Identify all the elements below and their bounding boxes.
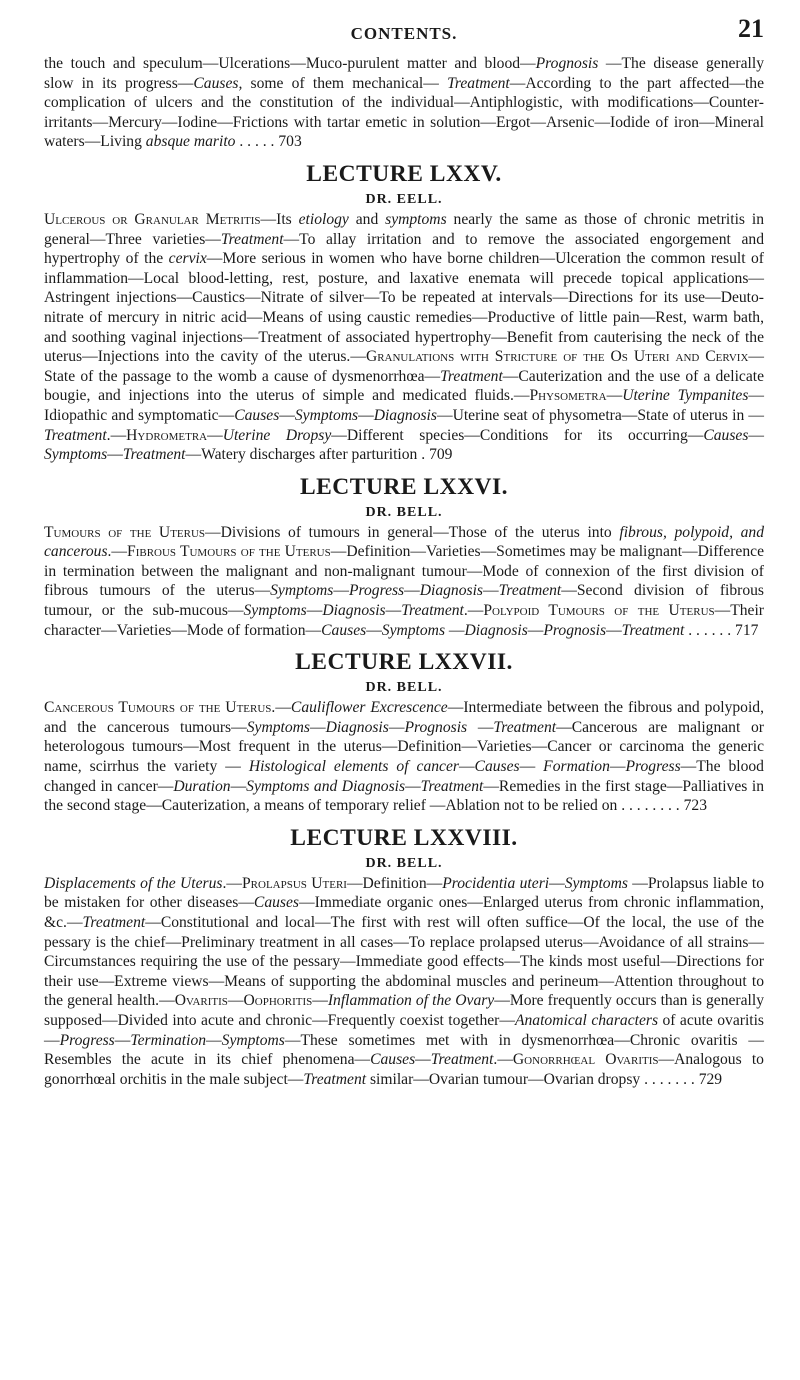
lecture-summary: [44, 698, 764, 816]
italic-run: Causes: [370, 1051, 416, 1069]
lecture-heading: LECTURE LXXVII.: [295, 649, 513, 676]
lecture-list: [44, 160, 764, 1089]
italic-run: cervix: [168, 250, 207, 268]
small-caps-run: Cancerous Tumours of the Uterus: [44, 699, 272, 717]
text-run: —The disease generally slow in its progress—: [44, 55, 764, 92]
italic-run: Cauliflower Excrescence: [290, 699, 448, 717]
text-run: —More serious in women who have borne children—Ulceration the common result of inflammation—Local blood-letting, rest, posture, and laxative enemata will precede topical applications—Astringent injections—Caustics—Nitrate of silver—To be repeated at intervals—Directions for its use—Deuto-nitrate of mercury in nitric acid—Means of using caustic remedies—Productive of little pain—Rest, warm bath, and soothing vaginal injections—Treatment of associated hypertrophy—Benefit from cauterising the neck of the uterus—Injections into the cavity of the uterus.—: [44, 250, 764, 366]
italic-run: Prognosis: [535, 55, 599, 72]
italic-run: Histological elements of cancer: [248, 758, 459, 776]
italic-run: Uterine Tympanites: [622, 387, 749, 405]
text-run: —: [748, 426, 764, 444]
text-run: nearly the same as those of chronic metritis in general—Three varieties—: [44, 210, 765, 248]
italic-run: Causes: [234, 406, 280, 424]
lecture-heading: LECTURE LXXV.: [306, 160, 502, 187]
italic-run: Prognosis: [543, 621, 607, 639]
text-run: —Remedies in the first stage—Palliatives in the second stage—Cauterization, a means of temporary relief —Ablation not to be relied on . . . . . . . .: [44, 777, 764, 815]
italic-run: Symptoms: [44, 446, 108, 464]
small-caps-run: Polypoid Tumours of the Uterus: [483, 602, 715, 620]
page-reference: 709: [429, 446, 453, 464]
text-run: —The blood changed in cancer—: [44, 758, 764, 795]
text-run: —Watery discharges after parturition .: [185, 446, 430, 464]
text-run: —Cancerous are malignant or heterologous tumours—Most frequent in the uterus—Definition—Varieties—Cancer or carcinoma the generic name, scirrhus the variety —: [44, 718, 765, 776]
text-run: of acute ovaritis—: [44, 1011, 765, 1049]
lecturer-name: DR. BELL.: [365, 504, 443, 520]
small-caps-run: Physometra: [529, 387, 607, 405]
italic-run: Termination: [130, 1031, 207, 1049]
text-run: —: [114, 1031, 131, 1049]
italic-run: Symptoms: [294, 406, 359, 424]
text-run: —Second division of fibrous tumour, or the sub-mucous—: [44, 582, 764, 620]
text-run: —: [333, 582, 349, 600]
text-run: —Intermediate between the fibrous and polypoid, and the cancerous tumours—: [44, 699, 764, 736]
text-run: —: [358, 406, 374, 424]
small-caps-run: Ovaritis: [174, 992, 228, 1010]
text-run: —: [206, 1031, 222, 1049]
lecture-heading: LECTURE LXXVIII.: [290, 824, 518, 851]
page-reference: 723: [683, 797, 707, 815]
text-run: similar—Ovarian tumour—Ovarian dropsy . . . . . . .: [366, 1070, 699, 1088]
italic-run: Treatment: [82, 914, 146, 931]
text-run: —Uterine seat of physometra—State of uterus in —: [436, 406, 764, 424]
italic-run: Symptoms: [270, 582, 334, 600]
text-run: —: [483, 582, 499, 600]
running-head: [44, 14, 764, 54]
lecture-summary: [44, 874, 764, 1090]
italic-run: Diagnosis: [419, 582, 483, 600]
italic-run: Symptoms: [381, 621, 446, 639]
text-run: —: [405, 777, 421, 795]
text-run: —: [606, 387, 623, 405]
italic-run: Inflammation of the Ovary: [327, 992, 495, 1010]
text-run: —Prolapsus liable to be mistaken for other diseases—: [44, 874, 764, 912]
small-caps-run: Granulations with Stricture of the Os Uteri and Cervix: [365, 348, 749, 366]
italic-run: Progress: [348, 582, 405, 600]
italic-run: Treatment: [122, 446, 186, 464]
italic-run: Anatomical characters: [514, 1011, 659, 1029]
text-run: the touch and speculum—Ulcerations—Muco-purulent matter and blood—: [44, 55, 536, 72]
text-run: —: [404, 582, 420, 600]
text-run: —: [458, 758, 475, 776]
text-run: —: [388, 718, 405, 736]
italic-run: Uterine Dropsy: [222, 426, 332, 444]
italic-run: Displacements of the Uterus: [44, 874, 223, 892]
text-run: —: [312, 992, 328, 1010]
small-caps-run: Oophoritis: [243, 992, 313, 1010]
text-run: —Idiopathic and symptomatic—: [44, 387, 764, 424]
italic-run: Symptoms and Diagnosis: [246, 777, 406, 795]
text-run: and: [348, 210, 386, 228]
italic-run: Diagnosis: [373, 406, 437, 424]
italic-run: etiology: [298, 210, 349, 228]
italic-run: Treatment: [493, 718, 557, 736]
page-reference: 703: [278, 133, 302, 151]
italic-run: Procidentia uteri: [442, 874, 550, 892]
text-run: .—: [222, 874, 242, 892]
small-caps-run: Ulcerous or Granular Metritis: [44, 210, 261, 228]
italic-run: Diagnosis: [325, 718, 389, 736]
italic-run: Treatment: [447, 74, 510, 92]
text-run: —Definition—: [346, 874, 443, 892]
italic-run: Treatment: [420, 777, 484, 795]
italic-run: Progress: [59, 1031, 115, 1049]
text-run: —Analogous to gonorrhœal orchitis in the male subject—: [44, 1051, 764, 1088]
italic-run: Causes: [703, 426, 749, 444]
text-run: —: [107, 446, 123, 464]
text-run: —: [527, 621, 544, 639]
italic-run: Symptoms: [221, 1031, 285, 1049]
page-number: 21: [738, 14, 764, 43]
text-run: —Its: [260, 210, 299, 228]
italic-run: Treatment: [220, 230, 284, 248]
text-run: —: [549, 874, 565, 892]
text-run: —: [230, 777, 247, 795]
lecturer-name: DR. BELL.: [365, 855, 443, 871]
text-run: —: [519, 758, 544, 776]
text-run: —Their character—Varieties—Mode of formation—: [44, 602, 765, 639]
italic-run: Causes: [253, 894, 299, 912]
text-run: .—: [271, 699, 291, 717]
text-run: —Constitutional and local—The first with rest will often suffice—Of the local, the use of the pessary is the chief—Preliminary treatment in all cases—To replace prolapsed uterus—Avoidance of all strains—Circumstances requiring the use of the pessary—Immediate good effects—The kinds most useful—Directions for their use—Extreme views—Means of supporting the abdominal muscles and perineum—Attention throughout to the general health.—: [44, 914, 764, 1010]
text-run: —: [279, 406, 295, 424]
text-run: —: [227, 992, 244, 1010]
text-run: . . . . . .: [684, 621, 736, 639]
text-run: .—: [106, 426, 127, 444]
text-run: —These sometimes met with in dysmenorrhœa—Chronic ovaritis —Resembles the acute in its chief phenomena—: [44, 1031, 764, 1069]
italic-run: Treatment: [303, 1070, 367, 1088]
lecture-summary: [44, 210, 764, 465]
italic-run: Treatment: [621, 621, 685, 639]
italic-run: absque marito: [145, 133, 236, 151]
text-run: some of them mechanical—: [242, 74, 448, 92]
continued-entry: [44, 54, 764, 152]
text-run: —: [467, 718, 494, 736]
text-run: —: [606, 621, 622, 639]
lecture-summary: [44, 523, 764, 641]
italic-run: Diagnosis: [322, 602, 386, 620]
lecture-heading: LECTURE LXXVI.: [299, 473, 509, 500]
text-run: —Cauterization and the use of a delicate bougie, and injections into the uterus of simple and medicated fluids.—: [44, 367, 764, 405]
text-run: —To allay irritation and to remove the associated engorgement and hypertrophy of the: [44, 230, 764, 268]
text-run: —: [309, 718, 326, 736]
text-run: —According to the part affected—the complication of ulcers and the constitution of the individual—Antiphlogistic, with modifications—Counter-irritants—Mercury—Iodine—Frictions with tartar emetic in solution—Ergot—Arsenic—Iodide of iron—Mineral waters—Living: [44, 74, 764, 151]
page-reference: 717: [735, 621, 759, 639]
small-caps-run: Fibrous Tumours of the Uterus: [127, 543, 331, 561]
text-run: —: [445, 621, 465, 639]
italic-run: Treatment: [440, 367, 503, 385]
italic-run: Symptoms: [564, 874, 628, 892]
italic-run: Duration: [173, 777, 231, 795]
italic-run: Causes: [474, 758, 520, 776]
text-run: —: [609, 758, 626, 776]
text-run: .—: [493, 1051, 513, 1069]
italic-run: Treatment: [430, 1051, 494, 1069]
italic-run: Symptoms: [246, 718, 310, 736]
italic-run: Treatment: [44, 426, 107, 444]
text-run: —: [207, 426, 223, 444]
small-caps-run: Gonorrhœal Ovaritis: [512, 1051, 659, 1069]
italic-run: Symptoms: [243, 602, 307, 620]
italic-run: fibrous, polypoid, and cancerous: [44, 523, 764, 561]
lecturer-name: DR. BELL.: [365, 680, 443, 696]
small-caps-run: Prolapsus Uteri: [241, 874, 347, 892]
text-run: —Different species—Conditions for its occurring—: [331, 426, 704, 444]
text-run: —State of the passage to the womb a cause of dysmenorrhœa—: [44, 348, 765, 385]
italic-run: Diagnosis: [464, 621, 528, 639]
italic-run: symptoms: [385, 210, 447, 228]
text-run: —Definition—Varieties—Sometimes may be malignant—Difference in termination between the malignant and non-malignant tumour—Mode of connexion of the first division of fibrous tumours of the uterus—: [44, 543, 764, 600]
small-caps-run: Hydrometra: [126, 426, 208, 444]
text-run: .—: [107, 543, 128, 561]
italic-run: Formation: [543, 758, 610, 776]
page-reference: 729: [698, 1070, 723, 1088]
text-run: —: [366, 621, 382, 639]
text-run: —: [415, 1051, 431, 1069]
text-run: —: [385, 602, 402, 620]
text-run: —More frequently occurs than is generally supposed—Divided into acute and chronic—Frequently coexist together—: [44, 992, 765, 1029]
text-run: —: [306, 602, 323, 620]
text-run: —Immediate organic ones—Enlarged uterus from chronic inflammation, &c.—: [44, 894, 764, 931]
lecturer-name: DR. EELL.: [365, 191, 443, 207]
italic-run: Progress: [625, 758, 681, 776]
italic-run: Treatment: [498, 582, 562, 600]
italic-run: Causes,: [193, 74, 243, 92]
italic-run: Prognosis: [404, 718, 468, 736]
text-run: .—: [463, 602, 484, 620]
italic-run: Causes: [321, 621, 367, 639]
small-caps-run: Tumours of the Uterus: [44, 523, 206, 541]
text-run: —Divisions of tumours in general—Those of the uterus into: [205, 523, 620, 541]
running-title: CONTENTS.: [350, 24, 458, 43]
text-run: . . . . .: [235, 133, 279, 151]
italic-run: Treatment: [401, 602, 464, 620]
